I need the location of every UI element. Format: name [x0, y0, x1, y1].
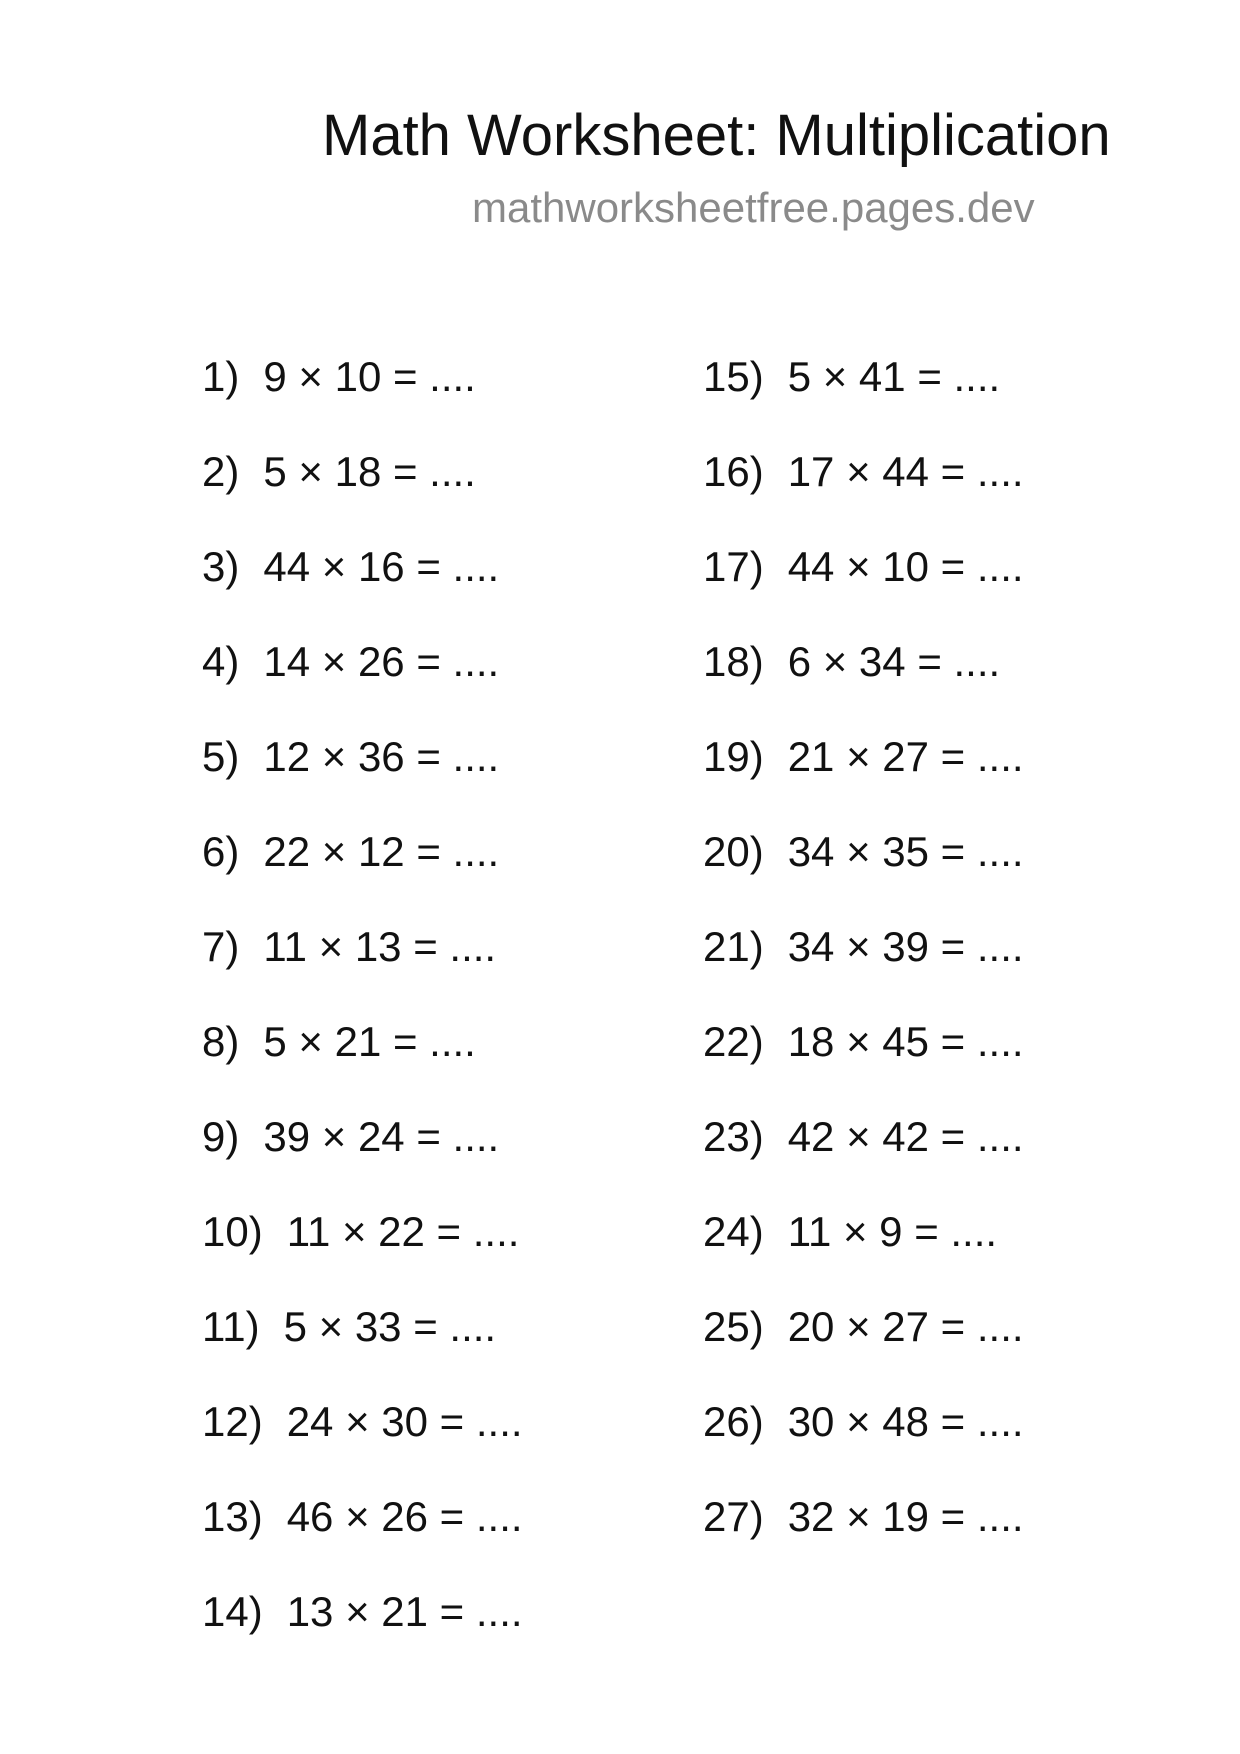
problem-item: [703, 1487, 1183, 1582]
problem-number: 24): [703, 1208, 764, 1255]
problem-expression: 9 × 10 = ....: [263, 353, 476, 400]
problem-item: [703, 1202, 1183, 1297]
problem-number: 7): [202, 923, 240, 970]
problem-number: 17): [703, 543, 764, 590]
problem-number: 10): [202, 1208, 263, 1255]
problem-expression: 12 × 36 = ....: [263, 733, 500, 780]
problem-item: [703, 537, 1183, 632]
problem-expression: 5 × 18 = ....: [263, 448, 476, 495]
problem-expression: 22 × 12 = ....: [263, 828, 500, 875]
problem-number: 3): [202, 543, 240, 590]
problem-number: 23): [703, 1113, 764, 1160]
problem-item: [703, 727, 1183, 822]
problem-number: 19): [703, 733, 764, 780]
problem-item: [202, 632, 682, 727]
problem-item: [202, 727, 682, 822]
problem-number: 16): [703, 448, 764, 495]
problem-expression: 5 × 41 = ....: [787, 353, 1001, 400]
problem-item: [202, 442, 682, 537]
problem-number: 4): [202, 638, 240, 685]
problem-item: [202, 1487, 682, 1582]
problem-number: 11): [202, 1303, 260, 1350]
problem-number: 14): [202, 1588, 263, 1635]
problem-expression: 44 × 10 = ....: [787, 543, 1024, 590]
problem-item: [703, 1297, 1183, 1392]
problem-item: [703, 442, 1183, 537]
problem-item: [703, 1392, 1183, 1487]
problem-expression: 5 × 33 = ....: [283, 1303, 497, 1350]
problem-number: 15): [703, 353, 764, 400]
problem-number: 6): [202, 828, 240, 875]
problem-item: [202, 822, 682, 917]
problem-item: [202, 347, 682, 442]
problem-expression: 34 × 35 = ....: [787, 828, 1024, 875]
problem-expression: 17 × 44 = ....: [787, 448, 1024, 495]
problem-expression: 11 × 9 = ....: [787, 1208, 998, 1255]
problem-expression: 42 × 42 = ....: [787, 1113, 1024, 1160]
problem-item: [202, 1012, 682, 1107]
problem-item: [202, 1202, 682, 1297]
problem-expression: 5 × 21 = ....: [263, 1018, 476, 1065]
worksheet-subtitle: mathworksheetfree.pages.dev: [472, 184, 1035, 231]
problem-expression: 30 × 48 = ....: [787, 1398, 1024, 1445]
problem-number: 21): [703, 923, 764, 970]
problem-expression: 20 × 27 = ....: [787, 1303, 1024, 1350]
problem-expression: 6 × 34 = ....: [787, 638, 1001, 685]
problem-item: [202, 917, 682, 1012]
problem-expression: 24 × 30 = ....: [286, 1398, 523, 1445]
problem-number: 12): [202, 1398, 263, 1445]
problem-number: 13): [202, 1493, 263, 1540]
problem-number: 2): [202, 448, 240, 495]
problem-number: 5): [202, 733, 240, 780]
problem-expression: 34 × 39 = ....: [787, 923, 1024, 970]
problem-number: 27): [703, 1493, 764, 1540]
problem-expression: 11 × 13 = ....: [263, 923, 497, 970]
problem-item: [202, 1297, 682, 1392]
problem-expression: 13 × 21 = ....: [286, 1588, 523, 1635]
problem-expression: 18 × 45 = ....: [787, 1018, 1024, 1065]
problem-item: [703, 347, 1183, 442]
problem-item: [202, 1107, 682, 1202]
problem-number: 26): [703, 1398, 764, 1445]
problem-expression: 14 × 26 = ....: [263, 638, 500, 685]
problem-number: 9): [202, 1113, 240, 1160]
problem-expression: 39 × 24 = ....: [263, 1113, 500, 1160]
problem-item: [703, 1107, 1183, 1202]
problem-number: 25): [703, 1303, 764, 1350]
worksheet-title: Math Worksheet: Multiplication: [322, 103, 1111, 168]
problem-item: [703, 632, 1183, 727]
problem-number: 8): [202, 1018, 240, 1065]
problem-column-left: [202, 347, 682, 1677]
problem-item: [703, 822, 1183, 917]
problem-number: 22): [703, 1018, 764, 1065]
problem-item: [202, 537, 682, 632]
problem-expression: 44 × 16 = ....: [263, 543, 500, 590]
problem-column-right: [703, 347, 1183, 1582]
problem-expression: 21 × 27 = ....: [787, 733, 1024, 780]
problem-item: [202, 1582, 682, 1677]
problem-expression: 32 × 19 = ....: [787, 1493, 1024, 1540]
problem-expression: 46 × 26 = ....: [286, 1493, 523, 1540]
problem-item: [202, 1392, 682, 1487]
problem-number: 1): [202, 353, 240, 400]
problem-number: 18): [703, 638, 764, 685]
problem-item: [703, 1012, 1183, 1107]
problem-number: 20): [703, 828, 764, 875]
problem-expression: 11 × 22 = ....: [286, 1208, 520, 1255]
problem-item: [703, 917, 1183, 1012]
